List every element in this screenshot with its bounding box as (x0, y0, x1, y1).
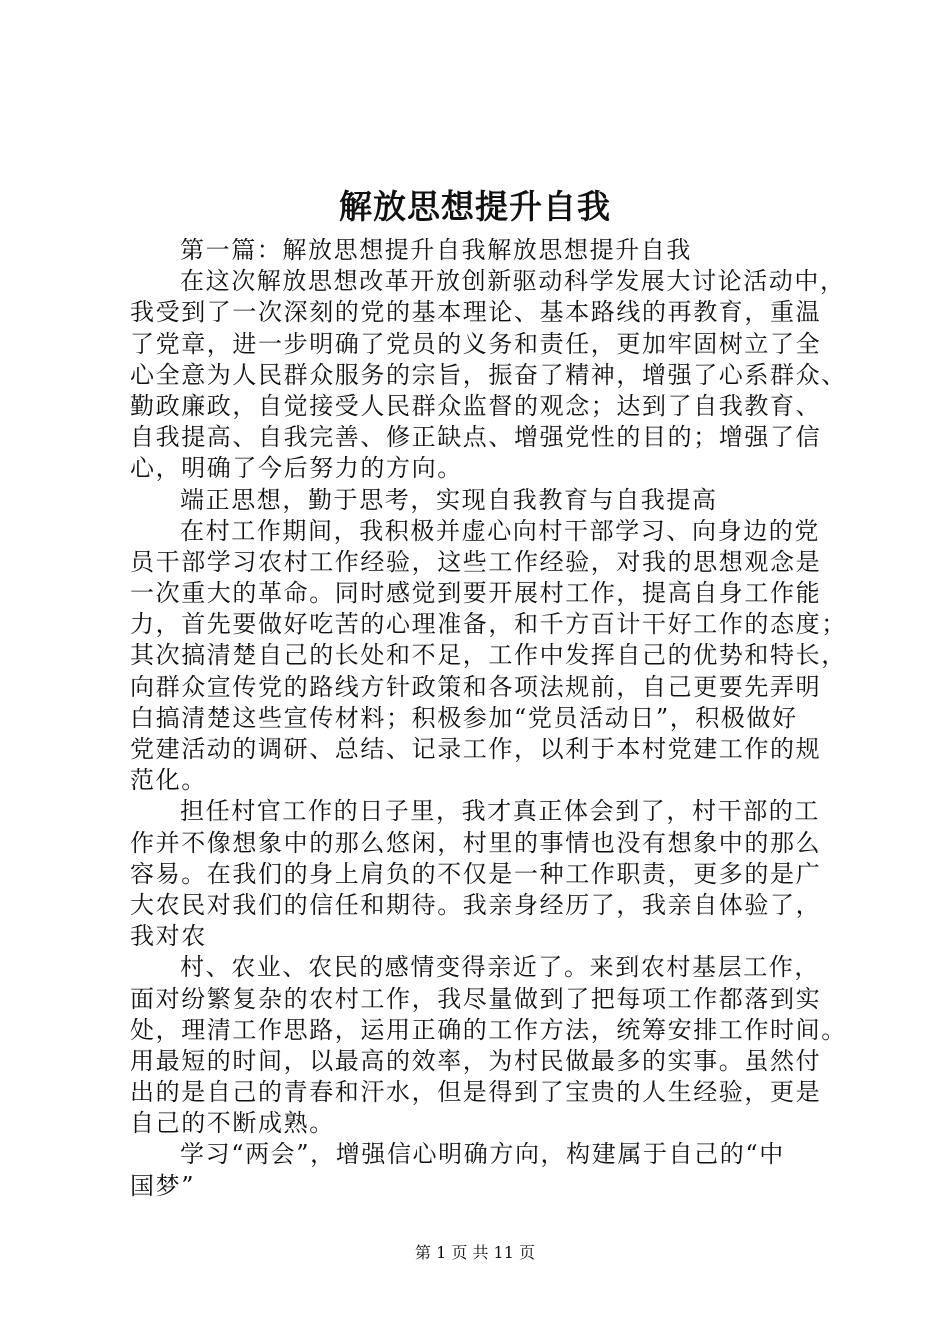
text-line: 担任村官工作的日子里，我才真正体会到了，村干部的工 (180, 797, 820, 826)
text-line: 勤政廉政，自觉接受人民群众监督的观念；达到了自我教育、 (130, 391, 822, 420)
text-line: 白搞清楚这些宣传材料；积极参加“党员活动日”，积极做好 (130, 703, 798, 732)
text-line: 力，首先要做好吃苦的心理准备，和千方百计干好工作的态度； (130, 610, 847, 639)
text-line: 大农民对我们的信任和期待。我亲身经历了，我亲自体验了， (130, 890, 822, 919)
text-line: 容易。在我们的身上肩负的不仅是一种工作职责，更多的是广 (130, 859, 822, 888)
text-line: 面对纷繁复杂的农村工作，我尽量做到了把每项工作都落到实 (130, 984, 822, 1013)
text-line: 学习“两会”，增强信心明确方向，构建属于自己的“中 (180, 1140, 785, 1169)
text-line: 向群众宣传党的路线方针政策和各项法规前，自己更要先弄明 (130, 672, 822, 701)
text-line: 其次搞清楚自己的长处和不足，工作中发挥自己的优势和特长， (130, 641, 847, 670)
document-title: 解放思想提升自我 (339, 187, 611, 226)
text-line: 了党章，进一步明确了党员的义务和责任，更加牢固树立了全 (130, 329, 822, 358)
document-body (130, 235, 850, 1202)
text-line: 党建活动的调研、总结、记录工作，以利于本村党建工作的规 (130, 735, 822, 763)
text-line: 在村工作期间，我积极并虚心向村干部学习、向身边的党 (180, 516, 820, 545)
text-line: 范化。 (130, 766, 207, 795)
text-line: 村、农业、农民的感情变得亲近了。来到农村基层工作， (180, 953, 820, 982)
text-line: 端正思想，勤于思考，实现自我教育与自我提高 (180, 485, 718, 514)
text-line: 一次重大的革命。同时感觉到要开展村工作，提高自身工作能 (130, 579, 822, 608)
text-line: 心全意为人民群众服务的宗旨，振奋了精神，增强了心系群众、 (130, 360, 847, 389)
text-line: 自己的不断成熟。 (130, 1109, 335, 1138)
text-line: 国梦” (130, 1171, 196, 1200)
text-line: 第一篇：解放思想提升自我解放思想提升自我 (180, 236, 692, 264)
text-line: 用最短的时间，以最高的效率，为村民做最多的实事。虽然付 (130, 1046, 822, 1075)
text-line: 在这次解放思想改革开放创新驱动科学发展大讨论活动中， (180, 267, 846, 296)
text-line: 我受到了一次深刻的党的基本理论、基本路线的再教育，重温 (130, 298, 822, 327)
text-line: 处，理清工作思路，运用正确的工作方法，统筹安排工作时间。 (130, 1015, 847, 1044)
text-line: 心，明确了今后努力的方向。 (130, 454, 463, 483)
text-line: 自我提高、自我完善、修正缺点、增强党性的目的；增强了信 (130, 423, 822, 452)
text-line: 员干部学习农村工作经验，这些工作经验，对我的思想观念是 (130, 547, 822, 576)
page-footer: 第 1 页 共 11 页 (415, 1243, 535, 1262)
text-line: 作并不像想象中的那么悠闲，村里的事情也没有想象中的那么 (130, 828, 822, 857)
text-line: 我对农 (130, 922, 207, 951)
text-line: 出的是自己的青春和汗水，但是得到了宝贵的人生经验，更是 (130, 1078, 822, 1107)
